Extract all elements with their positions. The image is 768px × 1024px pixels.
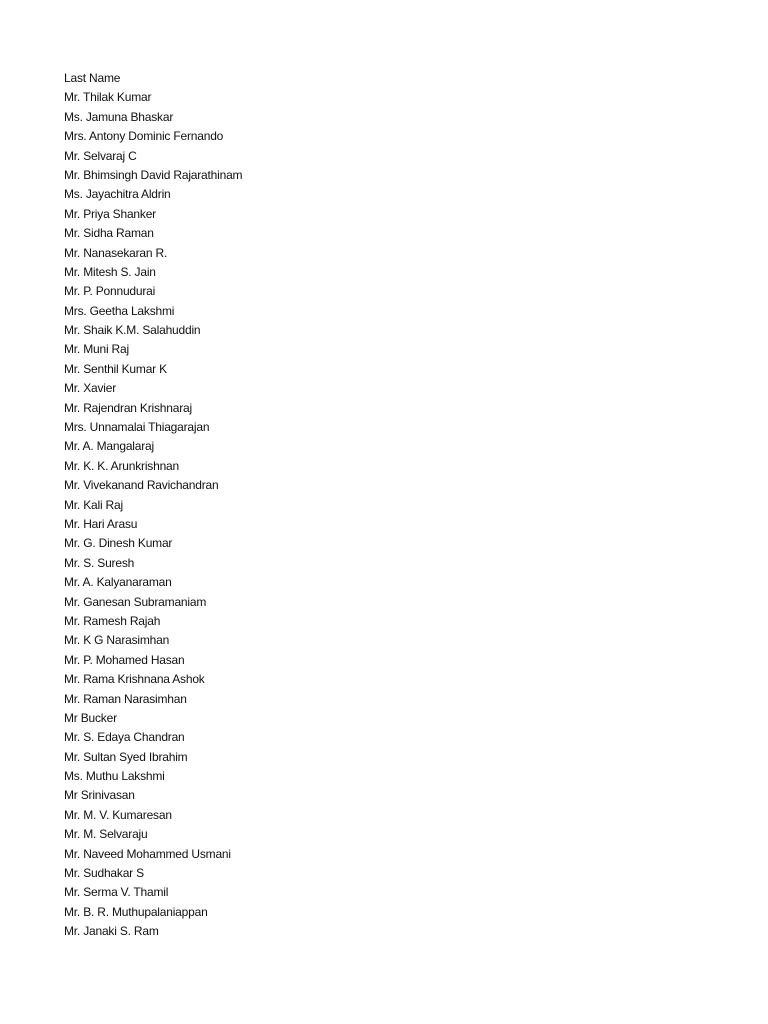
list-item: Mr. P. Ponnudurai	[64, 284, 156, 299]
list-item: Mr. Xavier	[64, 381, 117, 396]
list-item: Mr. Muni Raj	[64, 342, 129, 357]
list-item: Mr. Priya Shanker	[64, 206, 156, 221]
list-item: Mr. M. V. Kumaresan	[64, 807, 172, 822]
list-item: Mr. K. K. Arunkrishnan	[64, 458, 179, 473]
list-item: Mr. Sudhakar S	[64, 866, 144, 881]
list-item: Mr. P. Mohamed Hasan	[64, 652, 185, 667]
list-item: Ms. Jamuna Bhaskar	[64, 109, 174, 124]
list-item: Mr. Shaik K.M. Salahuddin	[64, 323, 201, 338]
list-item: Mr. Serma V. Thamil	[64, 885, 169, 900]
list-item: Mrs. Unnamalai Thiagarajan	[64, 420, 210, 435]
list-item: Ms. Jayachitra Aldrin	[64, 187, 171, 202]
list-item: Mr. Raman Narasimhan	[64, 691, 187, 706]
list-item: Mr. Senthil Kumar K	[64, 361, 167, 376]
list-item: Mr. Nanasekaran R.	[64, 245, 168, 260]
list-item: Mr. Sidha Raman	[64, 226, 154, 241]
list-item: Mr. Bhimsingh David Rajarathinam	[64, 167, 243, 182]
list-item: Mr. B. R. Muthupalaniappan	[64, 904, 208, 919]
list-item: Mr. M. Selvaraju	[64, 827, 148, 842]
list-item: Mrs. Antony Dominic Fernando	[64, 129, 224, 144]
list-item: Mr. S. Suresh	[64, 555, 135, 570]
list-item: Mr. Sultan Syed Ibrahim	[64, 749, 188, 764]
list-item: Mr. Rajendran Krishnaraj	[64, 400, 192, 415]
list-item: Mr. Thilak Kumar	[64, 90, 152, 105]
list-item: Mr. Ramesh Rajah	[64, 613, 161, 628]
column-header: Last Name	[64, 71, 121, 85]
list-item: Mr. Selvaraj C	[64, 148, 137, 163]
list-item: Mrs. Geetha Lakshmi	[64, 303, 175, 318]
list-item: Mr. Kali Raj	[64, 497, 123, 512]
list-item: Mr. A. Kalyanaraman	[64, 575, 172, 590]
list-item: Mr. Mitesh S. Jain	[64, 264, 156, 279]
list-item: Mr. G. Dinesh Kumar	[64, 536, 173, 551]
list-item: Mr. Vivekanand Ravichandran	[64, 478, 219, 493]
list-item: Mr. K G Narasimhan	[64, 633, 170, 648]
list-item: Mr. Janaki S. Ram	[64, 924, 159, 939]
list-item: Ms. Muthu Lakshmi	[64, 769, 165, 784]
list-item: Mr. Ganesan Subramaniam	[64, 594, 207, 609]
list-item: Mr. Hari Arasu	[64, 516, 138, 531]
list-item: Mr Srinivasan	[64, 788, 135, 803]
list-item: Mr. Naveed Mohammed Usmani	[64, 846, 231, 861]
list-item: Mr. Rama Krishnana Ashok	[64, 672, 205, 687]
list-item: Mr Bucker	[64, 710, 117, 725]
name-list	[64, 69, 704, 942]
list-item: Mr. S. Edaya Chandran	[64, 730, 185, 745]
list-item: Mr. A. Mangalaraj	[64, 439, 154, 454]
